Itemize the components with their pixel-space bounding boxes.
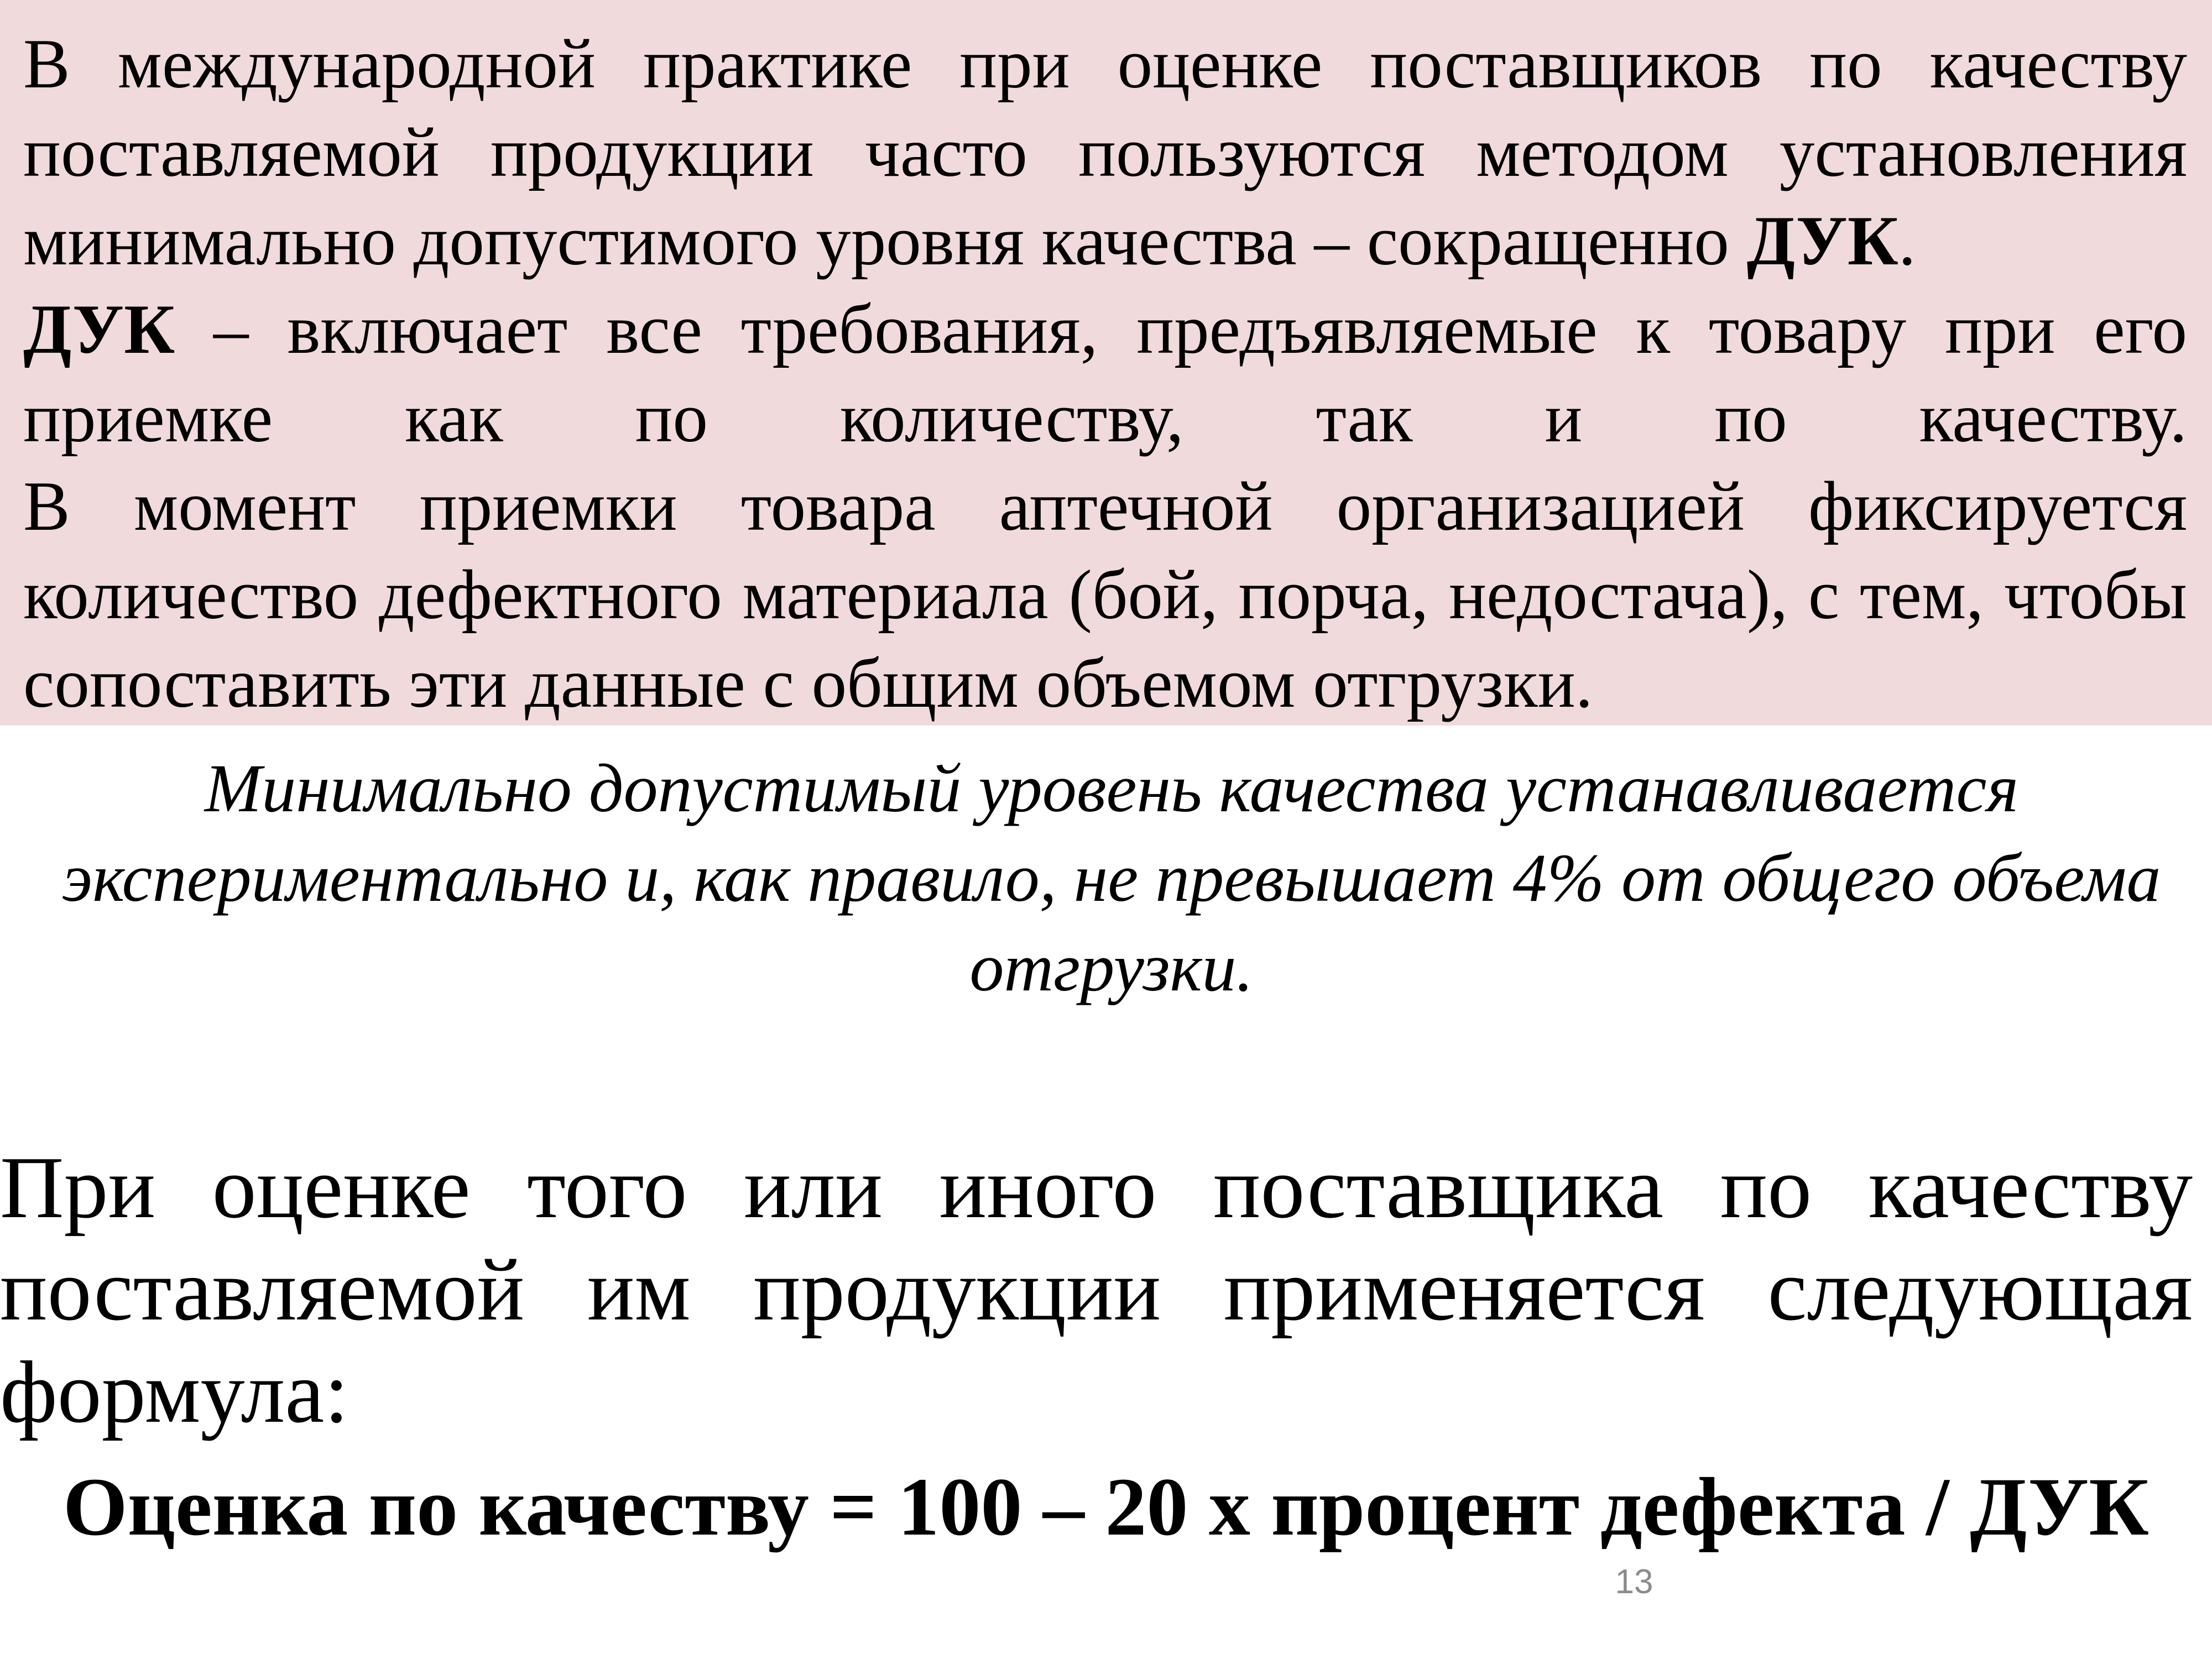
intro-abbr-2: ДУК xyxy=(23,291,175,368)
intro-text-part4: В момент приемки товара аптечной организацией фиксируется количество дефектного материала (бой, порча, недостача), с тем, чтобы сопоставить эти данные с общим объемом отгрузки. xyxy=(23,468,2187,722)
intro-paragraph xyxy=(23,20,2187,728)
page-number: 13 xyxy=(1615,1563,1653,1601)
intro-text-part3: – включает все требования, предъявляемые к товару при его приемке как по количеству, так и по качеству. xyxy=(23,291,2187,457)
intro-text-part1: В международной практике при оценке поставщиков по качеству поставляемой продукции часто пользуются методом установления минимально допустимого уровня качества – сокращенно xyxy=(23,25,2187,280)
intro-box xyxy=(0,0,2212,726)
intro-text-part2: . xyxy=(1898,202,1916,280)
intro-definition-line xyxy=(23,285,2187,462)
italic-note: Минимально допустимый уровень качества устанавливается экспериментально и, как правило, не превышает 4% от общего объема отгрузки. xyxy=(62,750,2161,1005)
intro-abbr-1: ДУК xyxy=(1746,202,1898,280)
formula-intro-text: При оценке того или иного поставщика по качеству поставляемой им продукции применяется следующая формула: xyxy=(0,1138,2193,1441)
quality-formula: Оценка по качеству = 100 – 20 х процент дефекта / ДУК xyxy=(62,1461,2150,1553)
